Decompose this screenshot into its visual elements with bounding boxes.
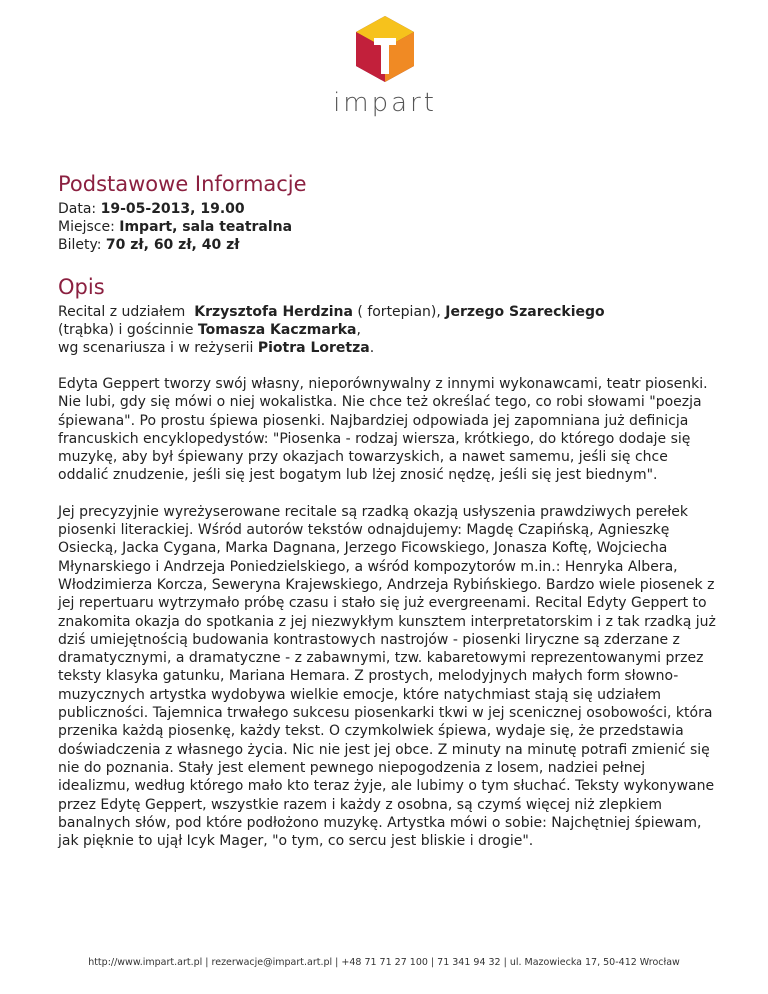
director-name: Piotra Loretza xyxy=(257,340,370,356)
description-section xyxy=(58,275,718,850)
place-line: Miejsce: Impart, sala teatralna xyxy=(58,219,293,235)
tickets-line: Bilety: 70 zł, 60 zł, 40 zł xyxy=(58,237,240,253)
date-line: Data: 19-05-2013, 19.00 xyxy=(58,201,245,217)
logo-wordmark: impart xyxy=(333,88,437,118)
description-paragraph-1: Edyta Geppert tworzy swój własny, nieporównywalny z innymi wykonawcami, teatr piosenki. Nie lubi, gdy się mówi o niej wokalistka. Nie chce też określać tego, co robi słowami "poezja śpiewana". Po prostu śpiewa piosenki. Najbardziej odpowiada jej zapomniana już definicja francuskich encyklopedystów: "Piosenka - rodzaj wiersza, krótkiego, do którego dodaje się muzykę, aby był śpiewany przy okazjach towarzyskich, a nawet samemu, jeśli się chce oddalić znudzenie, jeśli się jest bogatym lub lżej znosić nędzę, jeśli się jest biednym". xyxy=(58,376,708,484)
performer-name: Krzysztofa Herdzina xyxy=(194,304,353,320)
performer-name: Jerzego Szareckiego xyxy=(445,304,605,320)
tickets-value: 70 zł, 60 zł, 40 zł xyxy=(105,237,240,253)
impart-logo xyxy=(330,14,440,118)
place-value: Impart, sala teatralna xyxy=(119,219,293,235)
description-paragraph-2: Jej precyzyjnie wyreżyserowane recitale są rzadką okazją usłyszenia prawdziwych perełek piosenki literackiej. Wśród autorów tekstów odnajdujemy: Magdę Czapińską, Agnieszkę Osiecką, Jacka Cygana, Marka Dagnana, Jerzego Ficowskiego, Jonasza Koftę, Wojciecha Młynarskiego i Andrzeja Poniedzielskiego, a wśród kompozytorów m.in.: Henryka Albera, Włodzimierza Korcza, Seweryna Krajewskiego, Andrzeja Rybińskiego. Bardzo wiele piosenek z jej repertuaru wytrzymało próbę czasu i stało się już evergreenami. Recital Edyty Geppert to znakomita okazja do spotkania z jej niezwykłym kunsztem interpretatorskim i z tak rzadką już dziś umiejętnością budowania kontrastowych nastrojów - piosenki liryczne są zderzane z dramatycznymi, a dramatyczne - z zabawnymi, tzw. kabaretowymi reprezentowanymi przez teksty klasyka gatunku, Mariana Hemara. Z prostych, melodyjnych małych form słowno-muzycznych artystka wydobywa wielkie emocje, które natychmiast stają się udziałem publiczności. Tajemnica trwałego sukcesu piosenkarki tkwi w jej scenicznej osobowości, która przenika każdą piosenkę, każdy tekst. O czymkolwiek śpiewa, wydaje się, że przedstawia doświadczenia z własnego życia. Nic nie jest jej obce. Z minuty na minutę potrafi zmienić się nie do poznania. Stały jest element pewnego niepogodzenia z losem, nadziei pełnej idealizmu, według którego mało kto teraz żyje, ale lubimy o tym słuchać. Teksty wykonywane przez Edytę Geppert, wszystkie razem i każdy z osobna, są czymś więcej niż zlepkiem banalnych słów, pod które podłożono muzykę. Artystka mówi o sobie: Najchętniej śpiewam, jak pięknie to ujął Icyk Mager, "o tym, co sercu jest bliskie i drogie". xyxy=(58,503,716,850)
date-value: 19-05-2013, 19.00 xyxy=(100,201,245,217)
footer-contact: http://www.impart.art.pl | rezerwacje@impart.art.pl | +48 71 71 27 100 | 71 341 94 32 | ul. Mazowiecka 17, 50-412 Wrocław xyxy=(88,957,680,968)
description-heading: Opis xyxy=(58,275,105,299)
description-intro: Recital z udziałem Krzysztofa Herdzina ( fortepian), Jerzego Szareckiego (trąbka) i gościnnie Tomasza Kaczmarka, wg scenariusza i w reżyserii Piotra Loretza. xyxy=(58,304,605,356)
basic-info-heading: Podstawowe Informacje xyxy=(58,172,307,196)
basic-info-section xyxy=(58,172,718,254)
impart-logo-icon xyxy=(352,14,418,84)
guest-name: Tomasza Kaczmarka xyxy=(197,322,357,338)
